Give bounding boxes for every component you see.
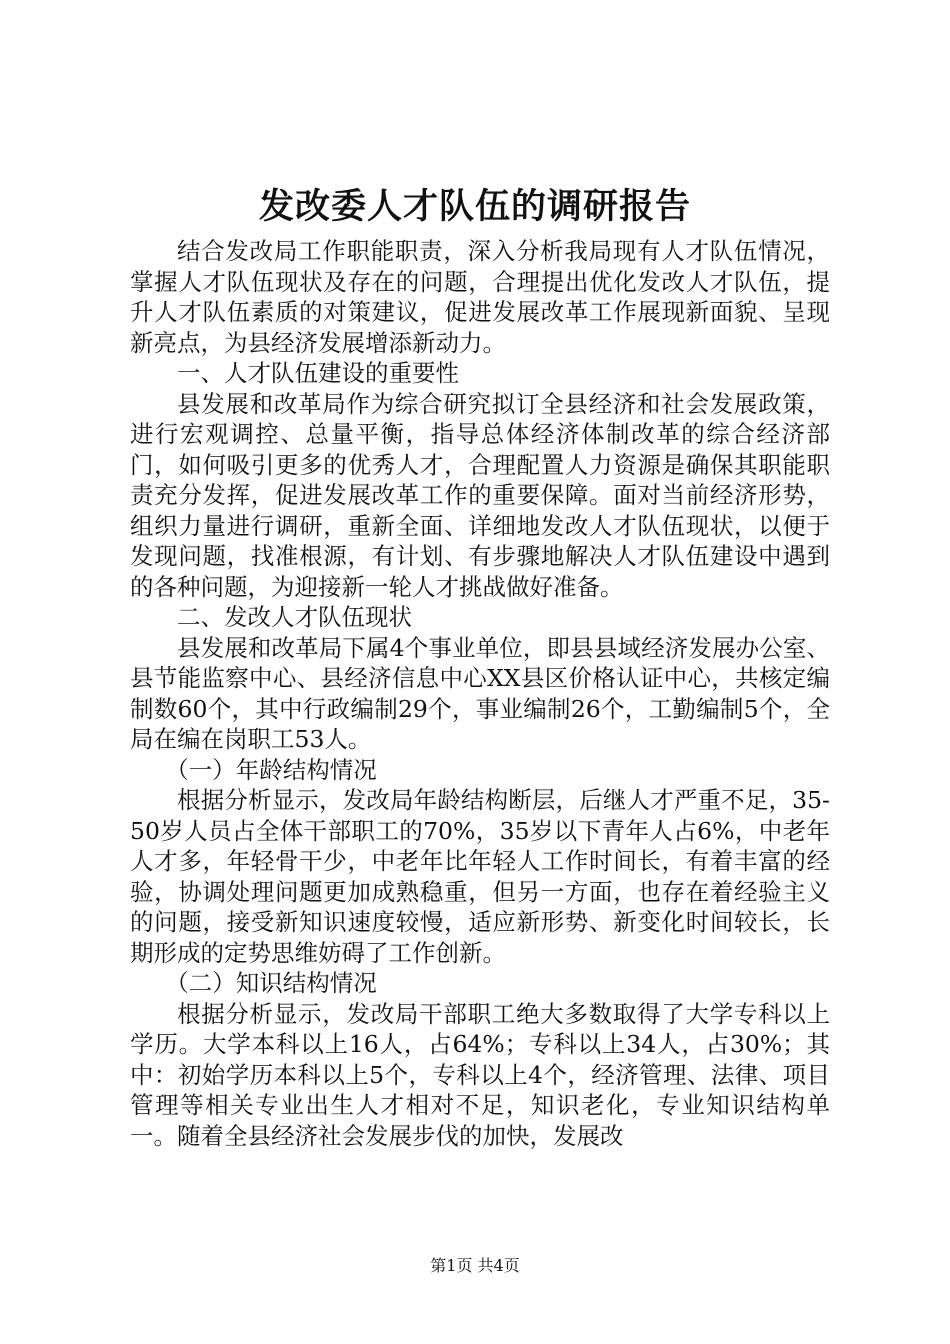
document-body: [130, 236, 830, 1151]
subsection-knowledge-paragraph: 根据分析显示，发改局干部职工绝大多数取得了大学专科以上学历。大学本科以上16人，占64%；专科以上34人，占30%；其中：初始学历本科以上5个，专科以上4个，经济管理、法律、项目管理等相关专业出生人才相对不足，知识老化，专业知识结构单一。随着全县经济社会发展步伐的加快，发展改: [130, 999, 830, 1150]
document-title: 发改委人才队伍的调研报告: [258, 186, 691, 227]
section-heading-1: 一、人才队伍建设的重要性: [177, 359, 459, 387]
section-1-paragraph: 县发展和改革局作为综合研究拟订全县经济和社会发展政策，进行宏观调控、总量平衡，指导总体经济体制改革的综合经济部门，如何吸引更多的优秀人才，合理配置人力资源是确保其职能职责充分发挥，促进发展改革工作的重要保障。面对当前经济形势，组织力量进行调研，重新全面、详细地发改人才队伍现状，以便于发现问题，找准根源，有计划、有步骤地解决人才队伍建设中遇到的各种问题，为迎接新一轮人才挑战做好准备。: [130, 389, 830, 601]
subsection-age-paragraph: 根据分析显示，发改局年龄结构断层，后继人才严重不足，35-50岁人员占全体干部职工的70%，35岁以下青年人占6%，中老年人才多，年轻骨干少，中老年比年轻人工作时间长，有着丰富的经验，协调处理问题更加成熟稳重，但另一方面，也存在着经验主义的问题，接受新知识速度较慢，适应新形势、新变化时间较长，长期形成的定势思维妨碍了工作创新。: [130, 786, 830, 967]
subsection-heading-knowledge: （二）知识结构情况: [165, 969, 377, 997]
intro-paragraph: 结合发改局工作职能职责，深入分析我局现有人才队伍情况，掌握人才队伍现状及存在的问题，合理提出优化发改人才队伍，提升人才队伍素质的对策建议，促进发展改革工作展现新面貌、呈现新亮点，为县经济发展增添新动力。: [130, 237, 830, 357]
subsection-heading-age: （一）年龄结构情况: [165, 755, 377, 784]
section-heading-2: 二、发改人才队伍现状: [177, 603, 412, 631]
page-footer: 第1页 共4页: [430, 1256, 520, 1275]
section-2-paragraph: 县发展和改革局下属4个事业单位，即县县域经济发展办公室、县节能监察中心、县经济信息中心XX县区价格认证中心，共核定编制数60个，其中行政编制29个，事业编制26个，工勤编制5个，全局在编在岗职工53人。: [130, 633, 830, 753]
